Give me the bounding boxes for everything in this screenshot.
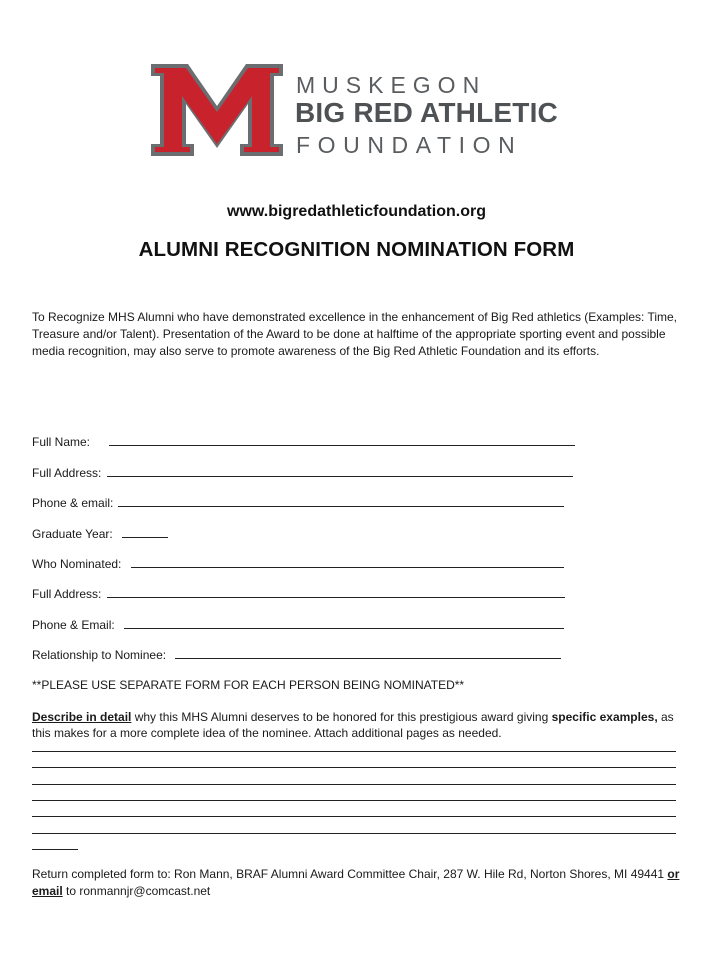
return-or: or: [667, 867, 680, 881]
nominator-address-field[interactable]: [32, 585, 565, 601]
return-text-1: Return completed form to: Ron Mann, BRAF Alumni Award Committee Chair, 287 W. Hile Rd, Norton Shores, MI 49441: [32, 867, 668, 881]
nominator-address-label: Full Address:: [32, 587, 102, 601]
nominator-address-line[interactable]: [107, 585, 565, 598]
relationship-field[interactable]: [32, 646, 561, 662]
describe-bold: specific examples,: [551, 710, 658, 724]
who-nominated-field[interactable]: [32, 555, 564, 571]
description-line-end[interactable]: [32, 849, 78, 850]
who-nominated-label: Who Nominated:: [32, 557, 122, 571]
nominator-phone-email-label: Phone & Email:: [32, 618, 115, 632]
separate-form-note: **PLEASE USE SEPARATE FORM FOR EACH PERSON BEING NOMINATED**: [32, 678, 465, 692]
full-name-field[interactable]: [32, 433, 575, 449]
big-red-m-icon: [148, 62, 286, 158]
return-email-word: email: [32, 884, 63, 898]
describe-instructions: [32, 709, 682, 741]
form-title: ALUMNI RECOGNITION NOMINATION FORM: [138, 238, 575, 261]
logo-big-red-athletic: BIG RED ATHLETIC: [295, 97, 558, 128]
describe-text-1: why this MHS Alumni deserves to be honored for this prestigious award giving: [131, 710, 552, 724]
phone-email-line[interactable]: [118, 494, 564, 507]
phone-email-label: Phone & email:: [32, 496, 114, 510]
relationship-line[interactable]: [175, 646, 561, 659]
relationship-label: Relationship to Nominee:: [32, 648, 167, 662]
description-line[interactable]: [32, 800, 676, 801]
description-line[interactable]: [32, 767, 676, 768]
describe-lead: Describe in detail: [32, 710, 132, 724]
nominator-phone-email-line[interactable]: [124, 616, 564, 629]
logo-foundation: FOUNDATION: [296, 132, 523, 158]
phone-email-field[interactable]: [32, 494, 564, 510]
logo-muskegon: MUSKEGON: [296, 72, 487, 98]
description-line[interactable]: [32, 784, 676, 785]
full-name-line[interactable]: [109, 433, 575, 446]
describe-text-2: as this makes for a more complete idea of the nominee. Attach additional pages as needed.: [32, 710, 674, 740]
full-address-field[interactable]: [32, 464, 573, 480]
graduate-year-line[interactable]: [122, 525, 168, 538]
description-line[interactable]: [32, 751, 676, 752]
full-address-line[interactable]: [107, 464, 573, 477]
graduate-year-field[interactable]: [32, 525, 168, 541]
website-url: www.bigredathleticfoundation.org: [227, 203, 486, 220]
description-line[interactable]: [32, 816, 676, 817]
return-text-2: to ronmannjr@comcast.net: [62, 884, 211, 898]
who-nominated-line[interactable]: [131, 555, 564, 568]
return-instructions: [32, 866, 692, 900]
intro-paragraph: To Recognize MHS Alumni who have demonstrated excellence in the enhancement of Big Red athletics (Examples: Time, Treasure and/or Talent). Presentation of the Award to be done at halftime of the appropriate sporting event and possible media recognition, may also serve to promote awareness of the Big Red Athletic Foundation and its efforts.: [32, 310, 677, 358]
nominator-phone-email-field[interactable]: [32, 616, 564, 632]
full-name-label: Full Name:: [32, 435, 91, 449]
foundation-logo: [148, 62, 568, 158]
description-line[interactable]: [32, 833, 676, 834]
full-address-label: Full Address:: [32, 466, 102, 480]
graduate-year-label: Graduate Year:: [32, 527, 113, 541]
